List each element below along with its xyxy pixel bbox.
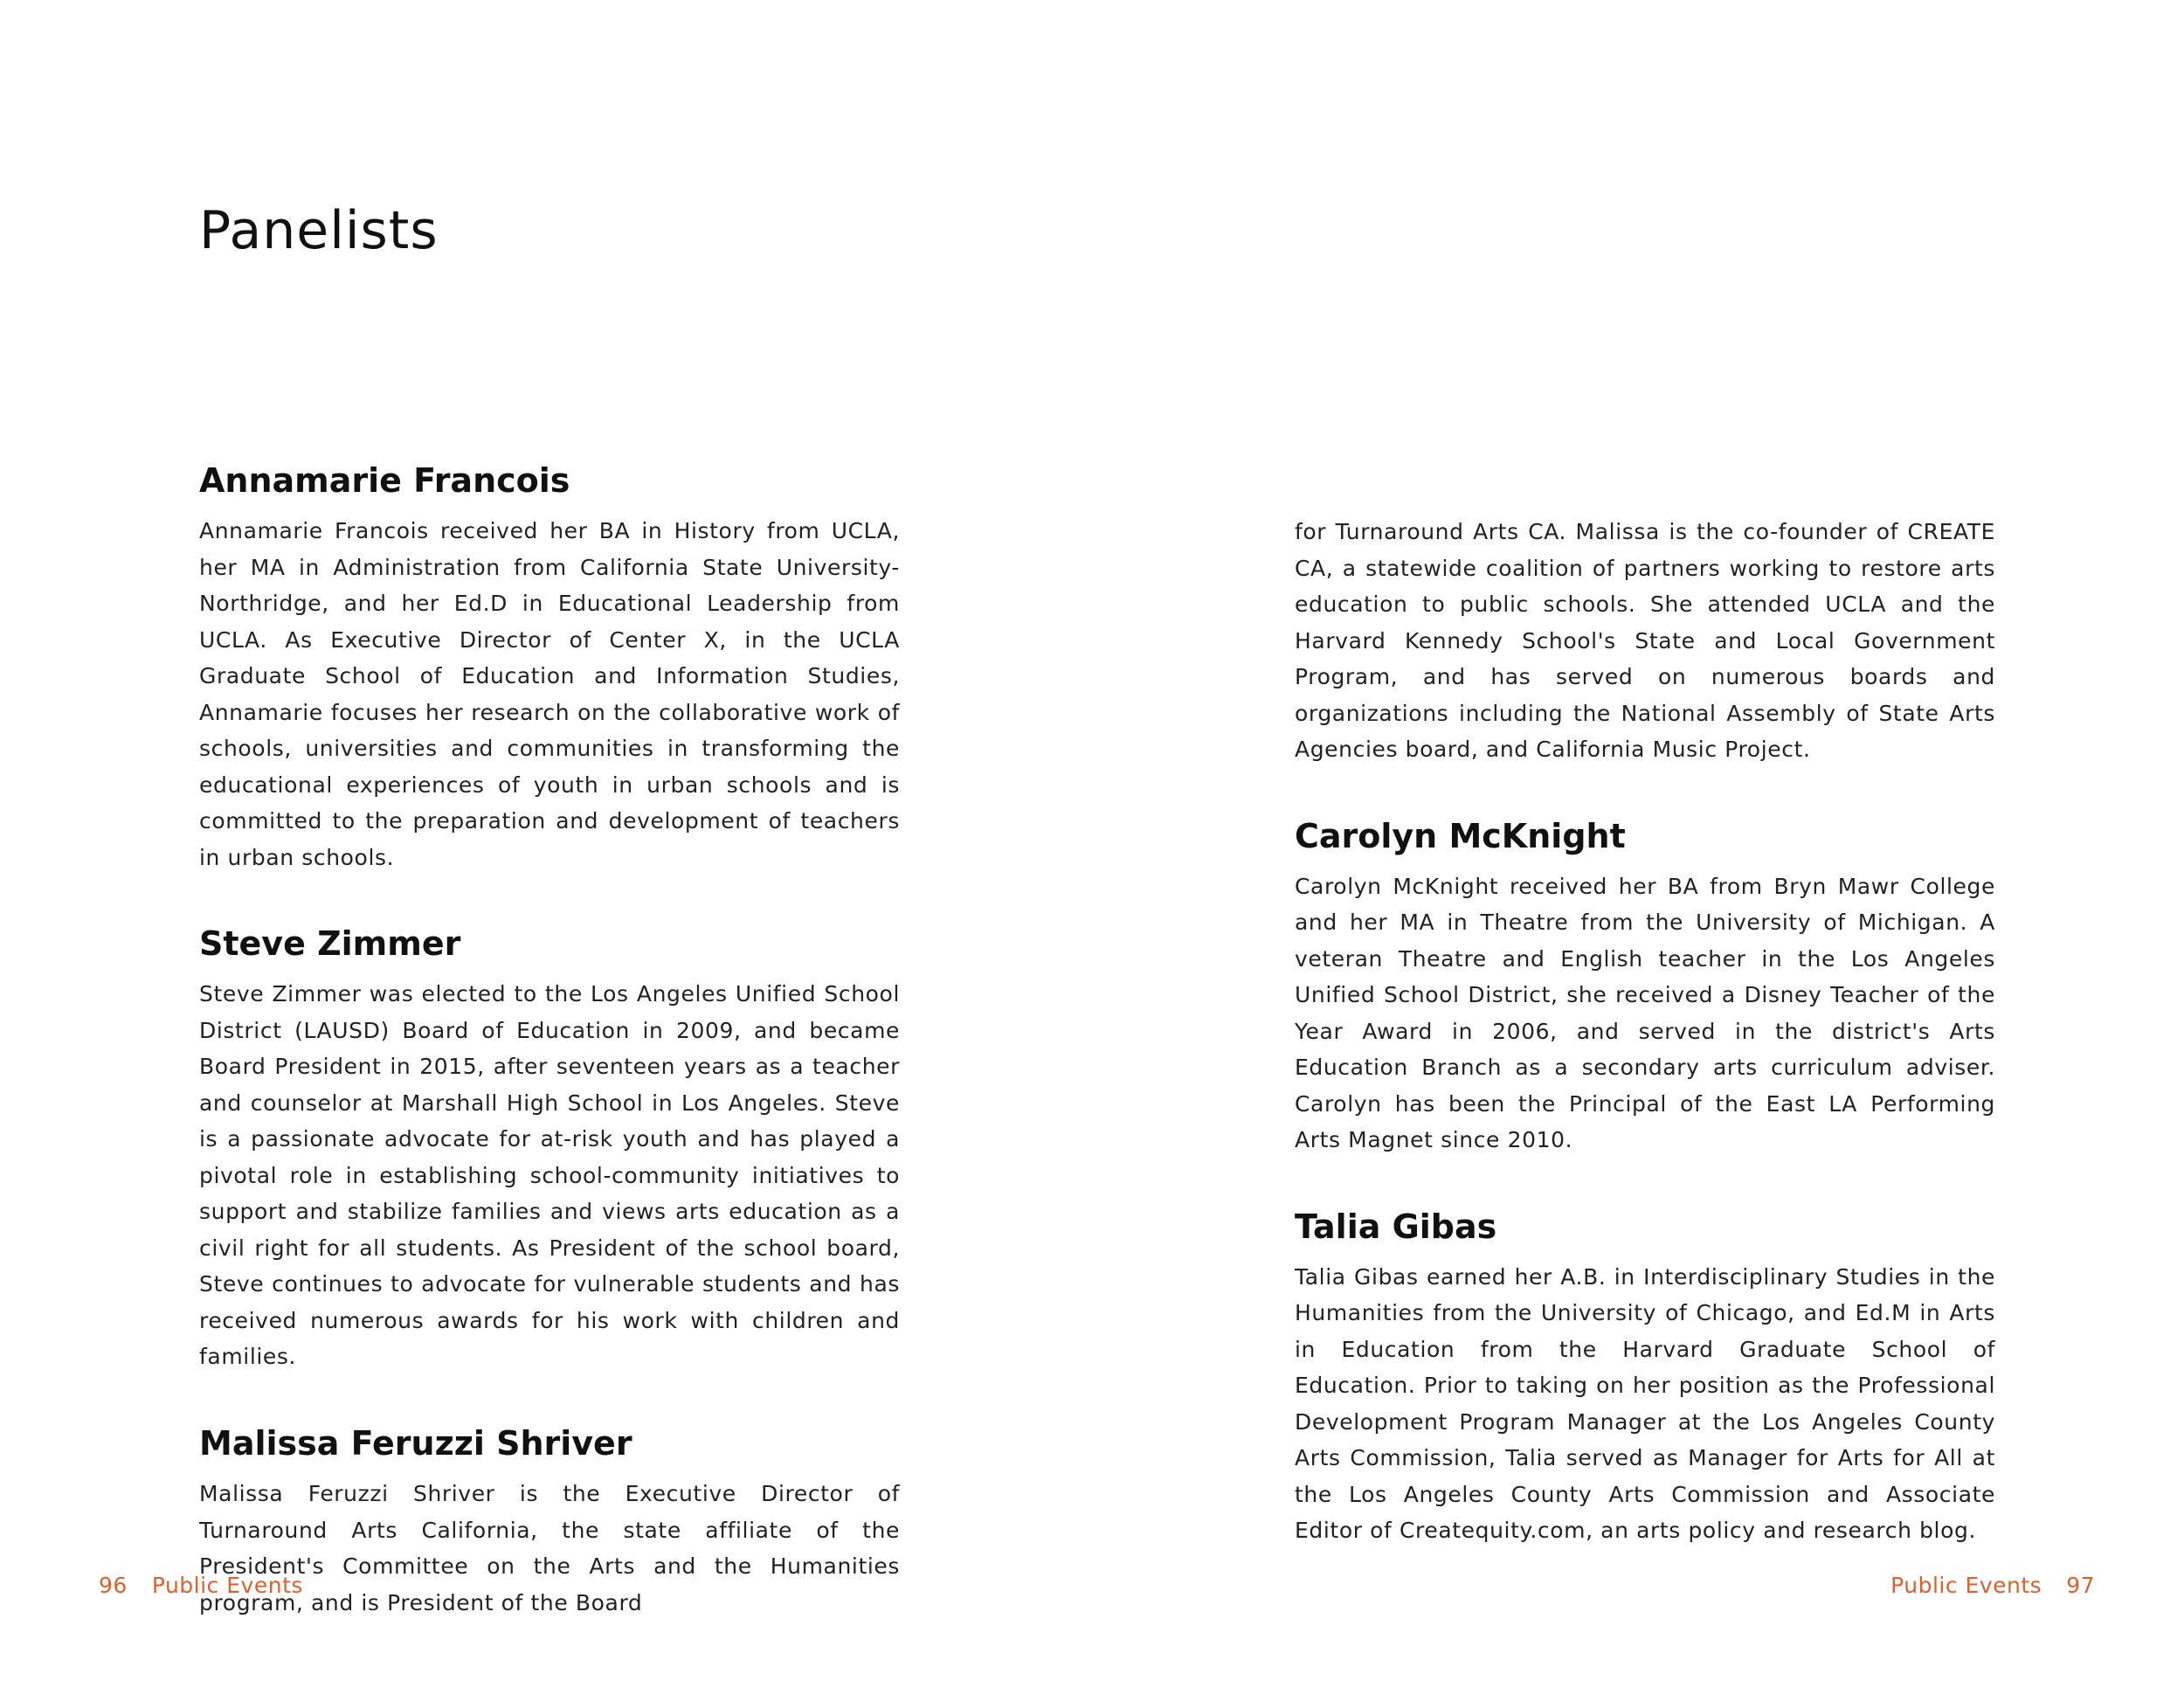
bio-continuation-text: for Turnaround Arts CA. Malissa is the co-founder of CREATE CA, a statewide coalition of partners working to restore arts education to public schools. She attended UCLA and the Harvard Kennedy School's State and Local Government Program, and has served on numerous boards and organizations including the National Assembly of State Arts Agencies board, and California Music Project.: [1295, 519, 1995, 762]
bio-name: Talia Gibas: [1295, 1207, 1497, 1246]
bio-name: Steve Zimmer: [199, 924, 461, 964]
footer-right: [1890, 1573, 2095, 1598]
page-number: 97: [2066, 1573, 2095, 1598]
bio-name: Annamarie Francois: [199, 461, 570, 500]
bio-talia-gibas: [1295, 1204, 1995, 1549]
page-number: 96: [99, 1573, 128, 1598]
bio-malissa-feruzzi-shriver: [199, 1421, 900, 1621]
bio-carolyn-mcknight: [1295, 813, 1995, 1159]
section-label: Public Events: [1890, 1573, 2042, 1598]
bio-text: Talia Gibas earned her A.B. in Interdisciplinary Studies in the Humanities from the University of Chicago, and Ed.M in Arts in Education from the Harvard Graduate School of Education. Prior to taking on her position as the Professional Development Program Manager at the Los Angeles County Arts Commission, Talia served as Manager for Arts for All at the Los Angeles County Arts Commission and Associate Editor of Createquity.com, an arts policy and research blog.: [1295, 1263, 1995, 1544]
left-column: [199, 458, 900, 1666]
page-title: Panelists: [199, 200, 439, 261]
bio-text: Malissa Feruzzi Shriver is the Executive Director of Turnaround Arts California, the state affiliate of the President's Committee on the Arts and the Humanities program, and is President of the Board: [199, 1481, 900, 1615]
bio-steve-zimmer: [199, 921, 900, 1375]
bio-name: Malissa Feruzzi Shriver: [199, 1423, 632, 1463]
footer-left: [99, 1573, 303, 1598]
section-label: Public Events: [151, 1573, 303, 1598]
bio-text: Carolyn McKnight received her BA from Bryn Mawr College and her MA in Theatre from the University of Michigan. A veteran Theatre and English teacher in the Los Angeles Unified School District, she received a Disney Teacher of the Year Award in 2006, and served in the district's Arts Education Branch as a secondary arts curriculum adviser. Carolyn has been the Principal of the East LA Performing Arts Magnet since 2010.: [1295, 873, 1995, 1153]
bio-text: Steve Zimmer was elected to the Los Angeles Unified School District (LAUSD) Board of Education in 2009, and became Board President in 2015, after seventeen years as a teacher and counselor at Marshall High School in Los Angeles. Steve is a passionate advocate for at-risk youth and has played a pivotal role in establishing school-community initiatives to support and stabilize families and views arts education as a civil right for all students. As President of the school board, Steve continues to advocate for vulnerable students and has received numerous awards for his work with children and families.: [199, 981, 900, 1370]
bio-text: Annamarie Francois received her BA in History from UCLA, her MA in Administration from California State University- Northridge, and her Ed.D in Educational Leadership from UCLA. As Executive Director of Center X, in the UCLA Graduate School of Education and Information Studies, Annamarie focuses her research on the collaborative work of schools, universities and communities in transforming the educational experiences of youth in urban schools and is committed to the preparation and development of teachers in urban schools.: [199, 518, 900, 870]
bio-annamarie-francois: [199, 458, 900, 875]
right-column: [1295, 514, 1995, 1595]
bio-name: Carolyn McKnight: [1295, 816, 1626, 855]
